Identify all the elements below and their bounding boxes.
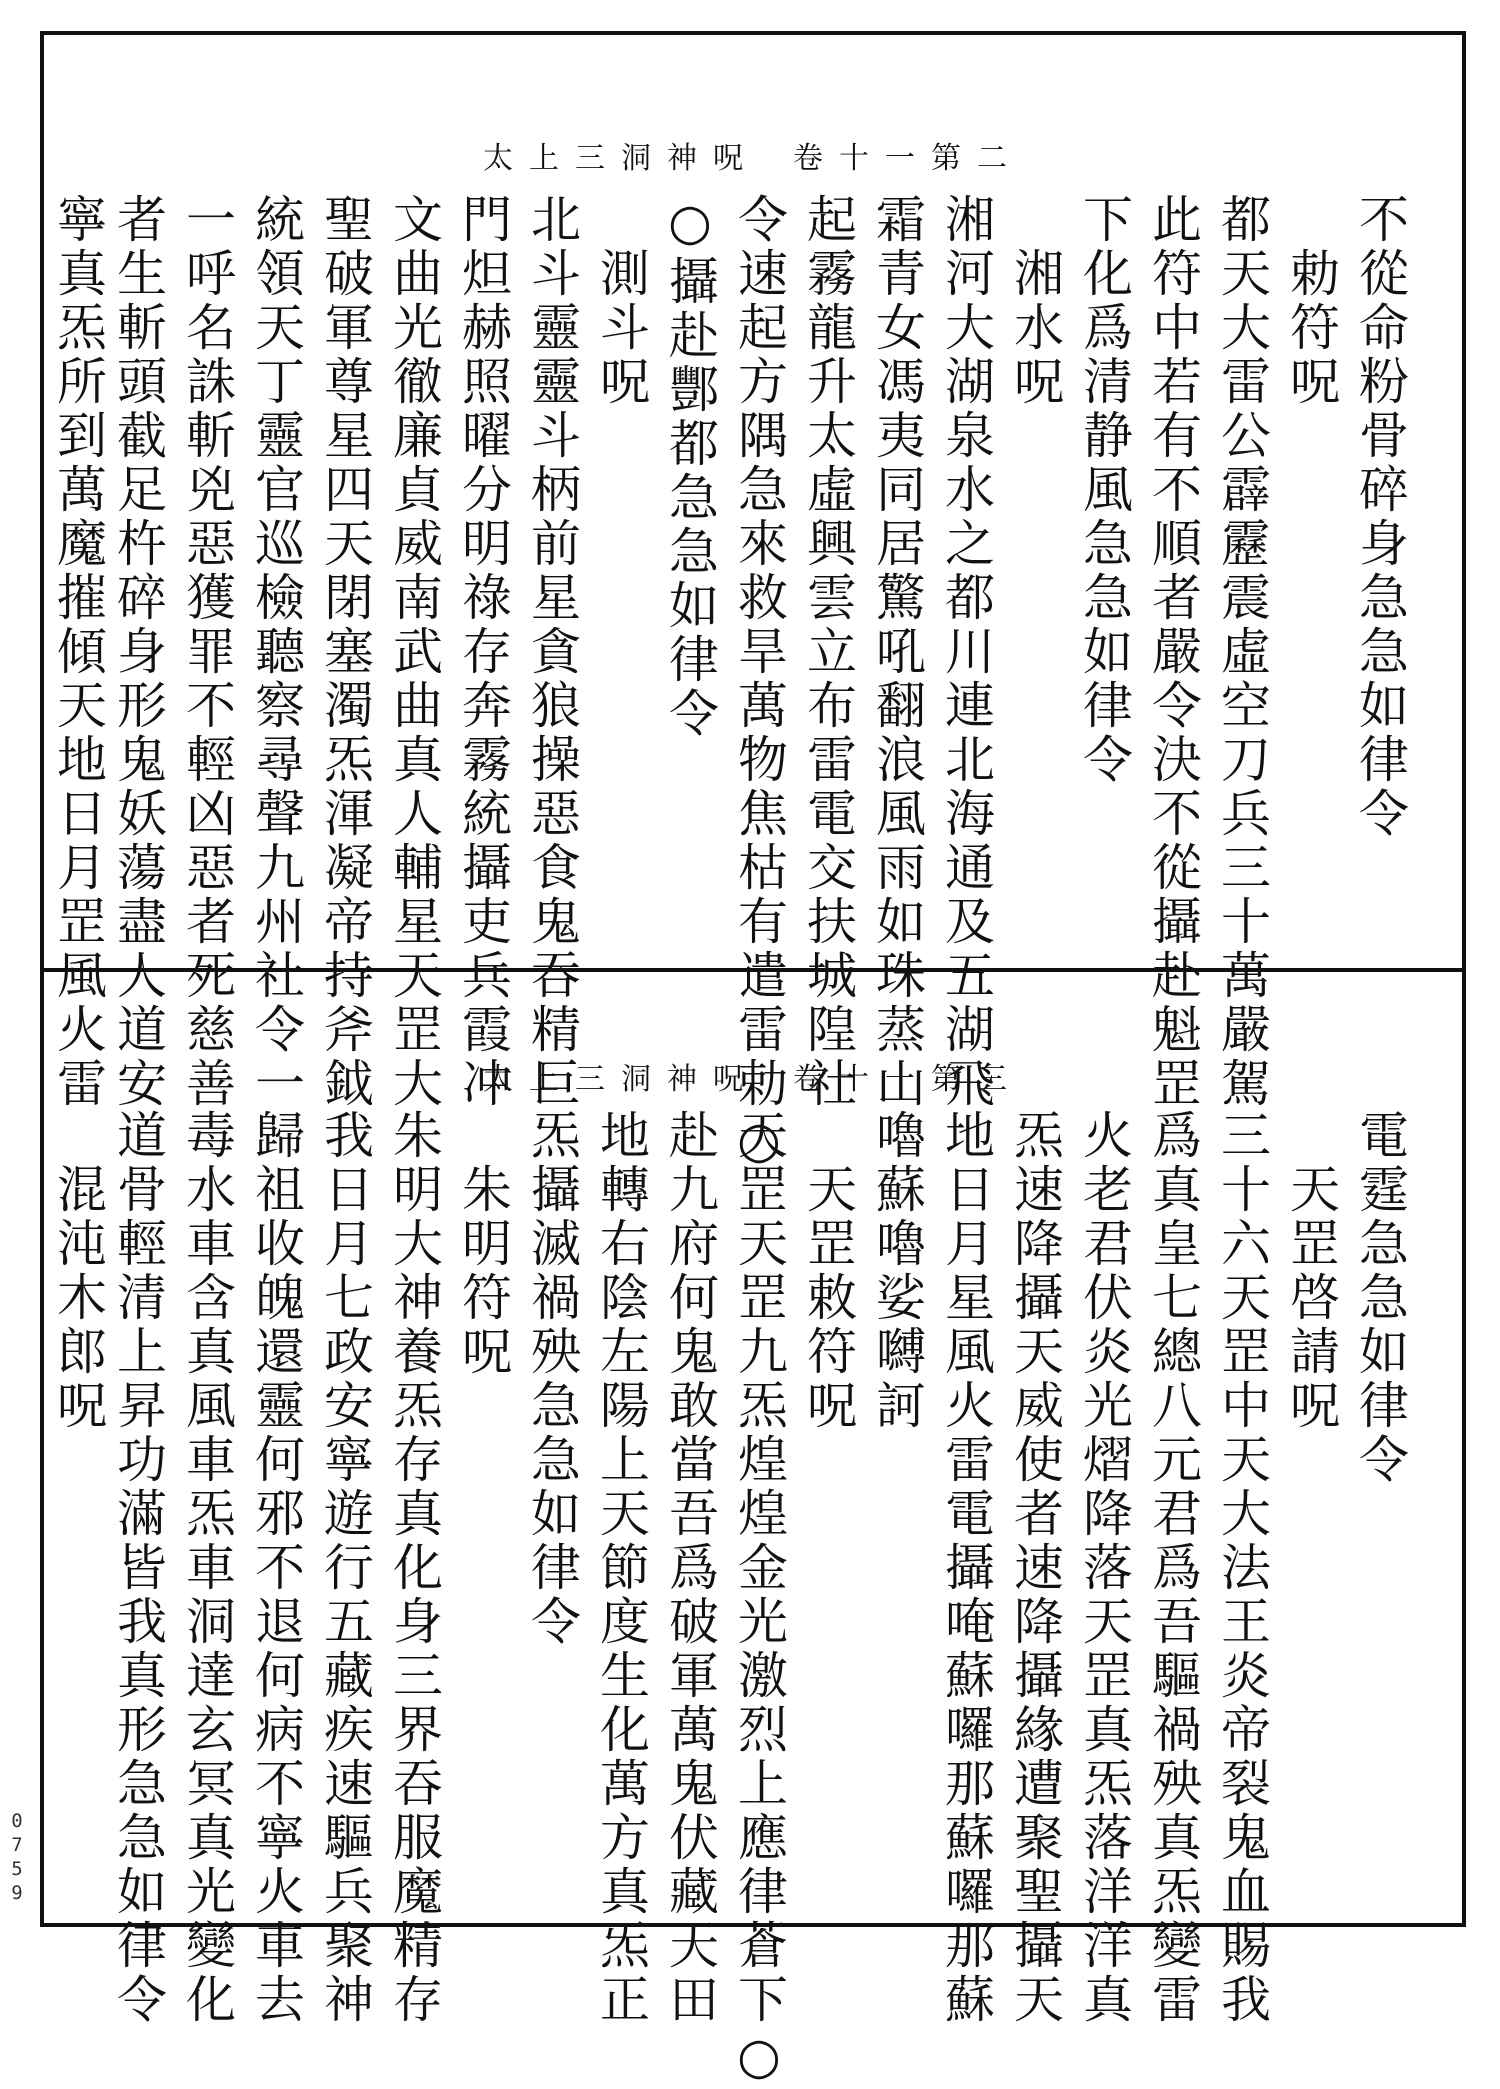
- page-header: [44, 1054, 1462, 1098]
- header-volume: 卷十一第三: [793, 1062, 1023, 1097]
- text-column: 我日月七政安寧遊行五藏疾速驅兵聚神: [316, 1109, 374, 2027]
- text-column: 統領天丁靈官巡檢聽察尋聲九州社令一: [247, 193, 305, 1111]
- text-column: 地轉右陰左陽上天節度生化萬方真炁正: [592, 1109, 650, 2027]
- text-column: 測斗呪: [592, 193, 650, 409]
- text-column: 北斗靈靈斗柄前星貪狼操惡食鬼吞精巨: [523, 193, 581, 1111]
- text-column: 朱明符呪: [454, 1109, 512, 1379]
- header-volume: 卷十一第二: [793, 141, 1023, 176]
- text-column: 不從命粉骨碎身急急如律令: [1351, 193, 1409, 841]
- header-title: 太上三洞神呪: [483, 1062, 759, 1097]
- text-column: 下化爲清静風急急如律令: [1075, 193, 1133, 787]
- text-column: 聖破軍尊星四天閉塞濁炁渾凝帝持斧鉞: [316, 193, 374, 1111]
- text-column: 者生斬頭截足杵碎身形鬼妖蕩盡人道安: [109, 193, 167, 1111]
- text-column: 嚕蘇嚕娑嚩訶: [868, 1109, 926, 1433]
- text-column: 電霆急急如律令: [1351, 1109, 1409, 1487]
- text-column: 混沌木郎呪: [49, 1109, 107, 1433]
- text-column: 赴九府何鬼敢當吾爲破軍萬鬼伏藏天田: [661, 1109, 719, 2027]
- text-column: 天罡啓請呪: [1282, 1109, 1340, 1433]
- text-column: ○攝赴酆都急急如律令: [661, 193, 719, 741]
- header-title: 太上三洞神呪: [483, 141, 759, 176]
- text-column: 毒水車含真風車炁車洞達玄冥真光變化: [178, 1109, 236, 2027]
- page-header: [44, 133, 1462, 177]
- text-column: 湘河大湖泉水之都川連北海通及五湖飛: [937, 193, 995, 1111]
- text-column: 寧真炁所到萬魔摧傾天地日月罡風火雷: [49, 193, 107, 1111]
- text-column: 起霧龍升太虛興雲立布雷電交扶城隍社: [799, 193, 857, 1111]
- text-column: 此符中若有不順者嚴令決不從攝赴魁罡: [1144, 193, 1202, 1111]
- text-column: 門炟赫照曜分明祿存奔霧統攝吏兵霞冲: [454, 193, 512, 1111]
- text-column: 道骨輕清上昇功滿皆我真形急急如律令: [109, 1109, 167, 2027]
- text-column: 歸祖收魄還靈何邪不退何病不寧火車去: [247, 1109, 305, 2027]
- text-column: 湘水呪: [1006, 193, 1064, 409]
- text-column: 三十六天罡中天大法王炎帝裂鬼血賜我: [1213, 1109, 1271, 2027]
- text-column: 天罡天罡九炁煌煌金光激烈上應律蒼下○: [730, 1109, 788, 2089]
- text-column: 地日月星風火雷電攝唵蘇囉那蘇囉那蘇: [937, 1109, 995, 2027]
- text-column: 一呼名誅斬兇惡獲罪不輕凶惡者死慈善: [178, 193, 236, 1111]
- text-column: 炁速降攝天威使者速降攝緣遭聚聖攝天: [1006, 1109, 1064, 2027]
- text-column: 爲真皇七總八元君爲吾驅禍殃真炁變雷: [1144, 1109, 1202, 2027]
- text-column: 文曲光徹廉貞威南武曲真人輔星天罡大: [385, 193, 443, 1111]
- lower-page: [44, 972, 1462, 2089]
- text-column: 炁攝滅禍殃急急如律令: [523, 1109, 581, 1649]
- text-column: 令速起方隅急來救旱萬物焦枯有遣雷勅○: [730, 193, 788, 1173]
- text-column: 霜青女馮夷同居驚吼翻浪風雨如珠蒸山: [868, 193, 926, 1111]
- text-column: 火老君伏炎光熠降落天罡真炁落洋洋真: [1075, 1109, 1133, 2027]
- page-number: 0759: [6, 1810, 28, 1906]
- text-column: 朱明大神養炁存真化身三界吞服魔精存: [385, 1109, 443, 2027]
- text-column: 勅符呪: [1282, 193, 1340, 409]
- text-column: 天罡敕符呪: [799, 1109, 857, 1433]
- text-column: 都天大雷公霹靂震虛空刀兵三十萬嚴駕: [1213, 193, 1271, 1111]
